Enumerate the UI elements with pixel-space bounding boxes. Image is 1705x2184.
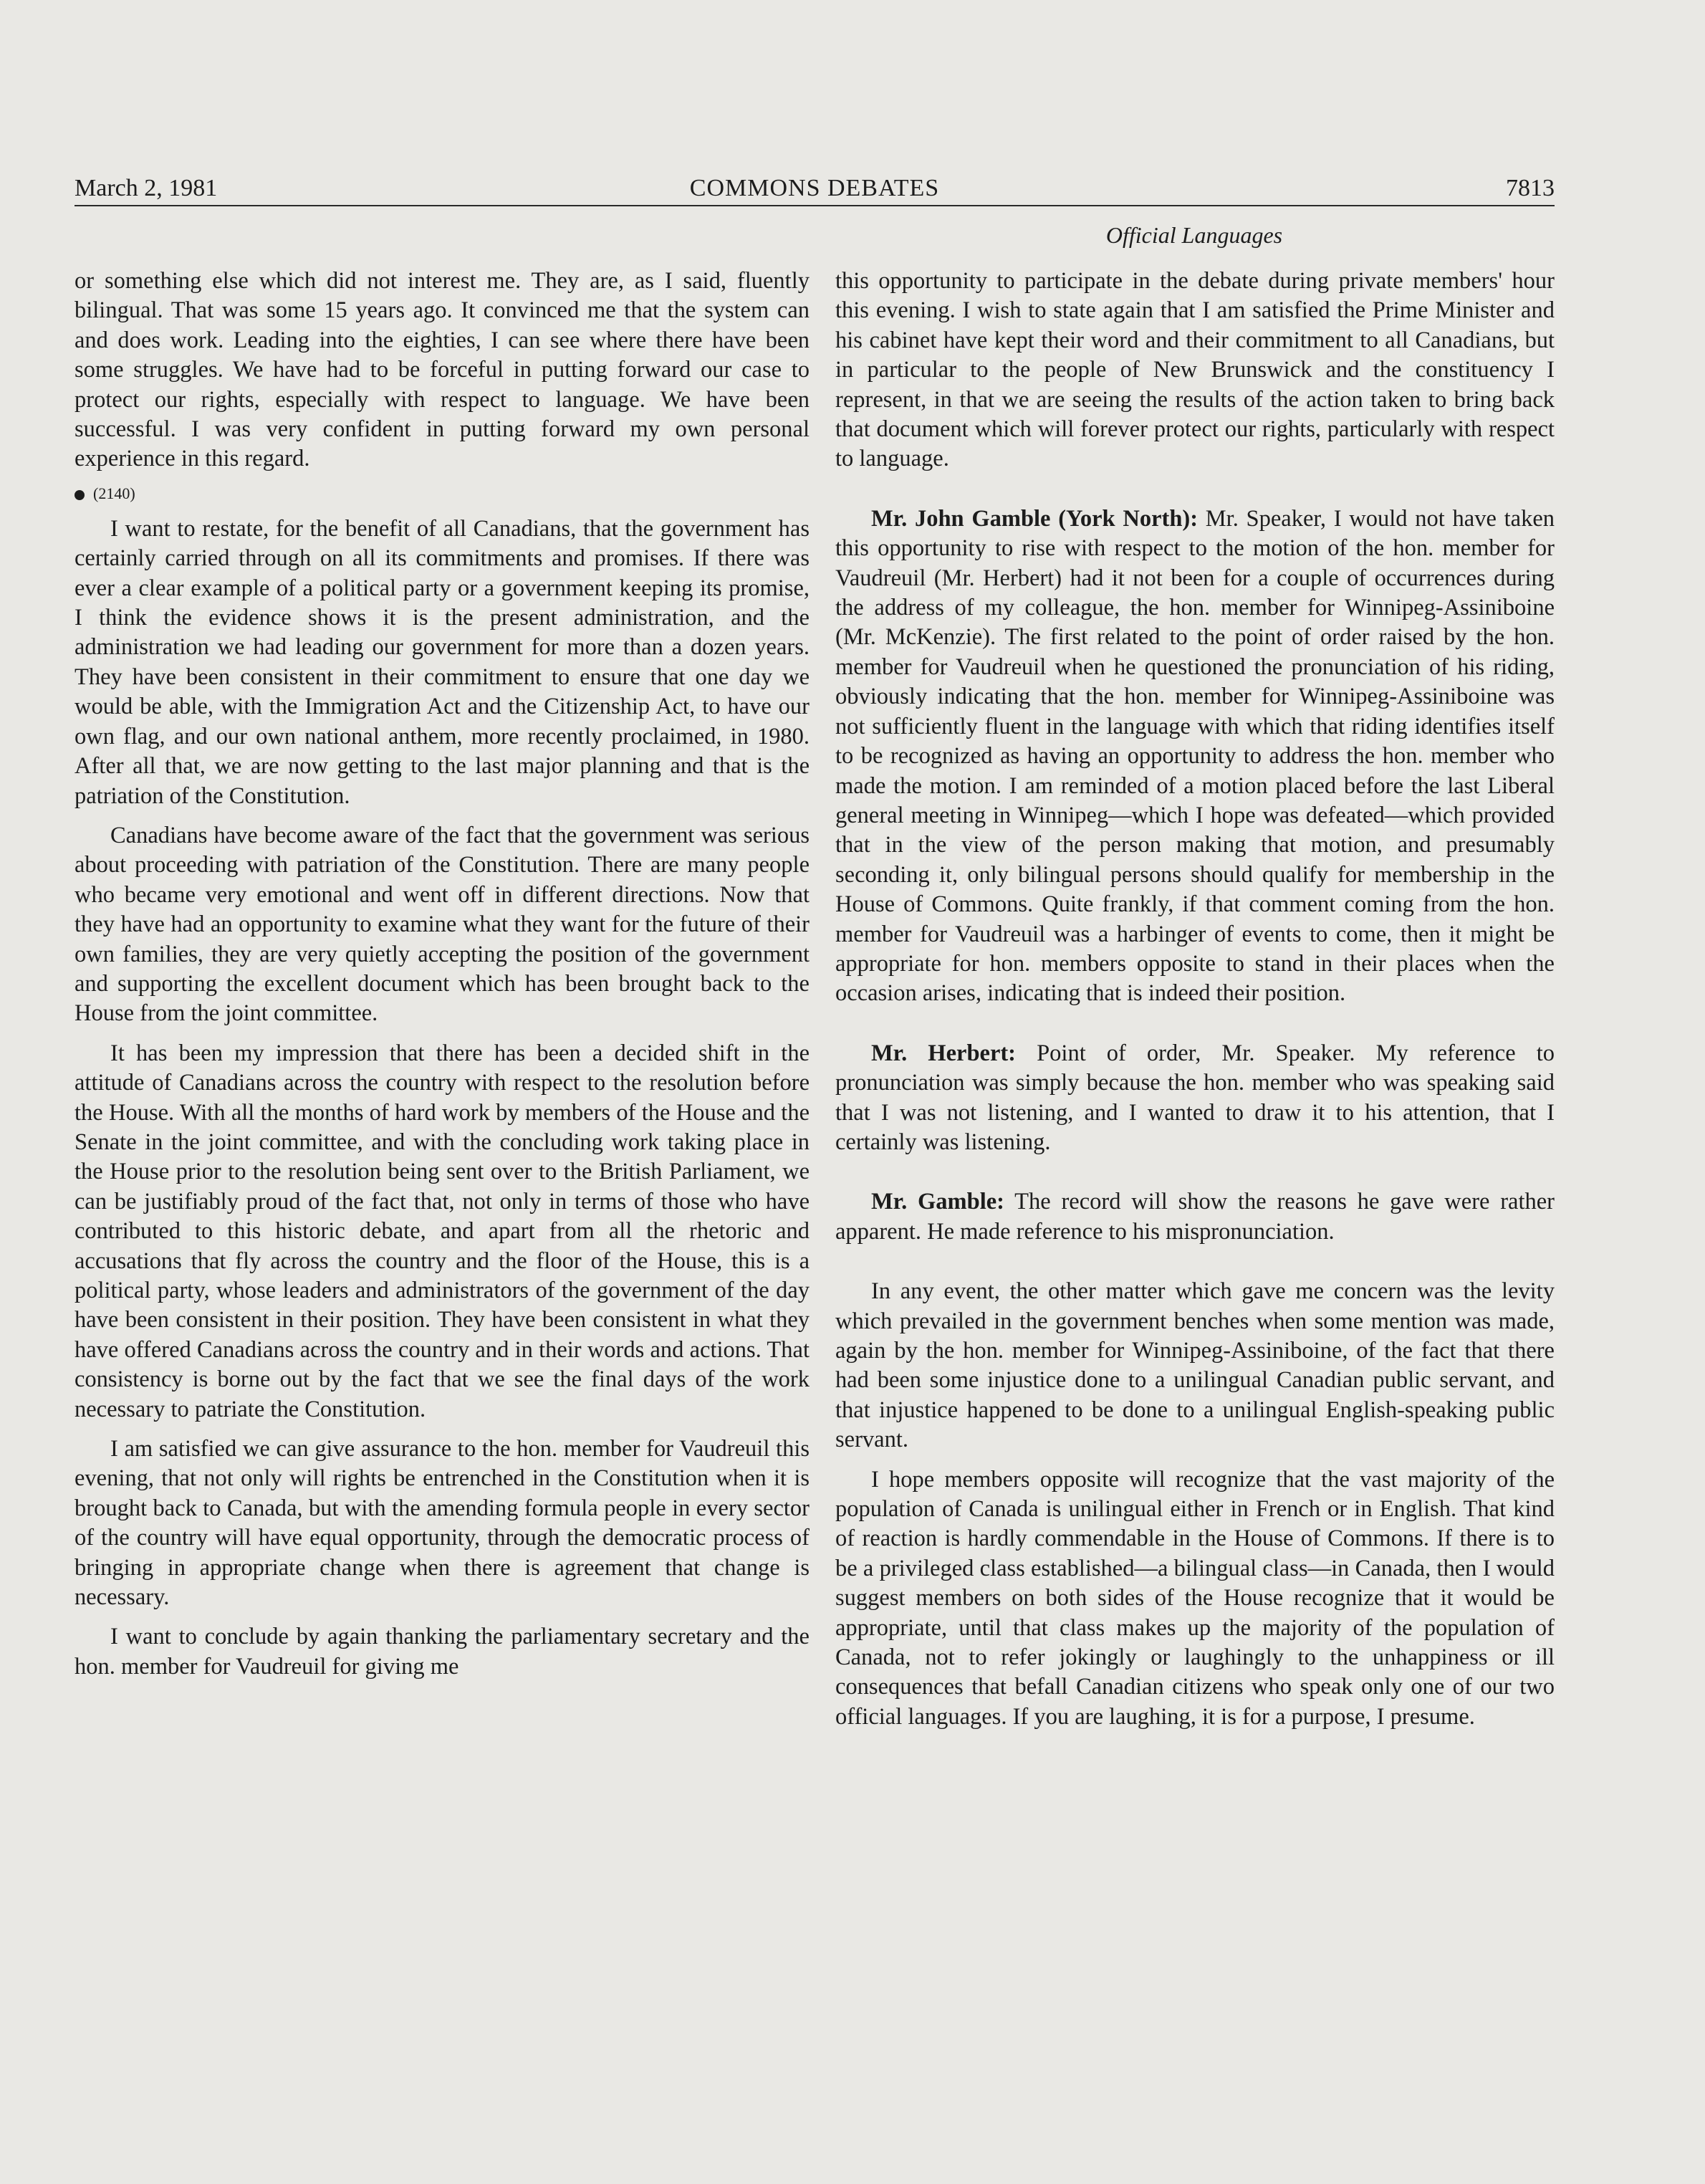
right-column (835, 267, 1555, 1732)
paragraph: Canadians have become aware of the fact that the government was serious about proceeding with patriation of the Constitution. There are many people who became very emotional and went off in different directions. Now that they have had an opportunity to examine what they want for the future of their own families, they are very quietly accepting the position of the government and supporting the excellent document which has been brought back to the House from the joint committee. (75, 822, 810, 1027)
paragraph: I want to restate, for the benefit of all Canadians, that the government has certainly carried through on all its commitments and promises. If there was ever a clear example of a political party or a government keeping its promise, I think the evidence shows it is the present administration, and the administration we had leading our government for more than a dozen years. They have been consistent in their commitment to ensure that one day we would be able, with the Immigration Act and the Citizenship Act, to have our own flag, and our own national anthem, more recently proclaimed, in 1980. After all that, we are now getting to the last major planning and that is the patriation of the Constitution. (75, 515, 810, 809)
paragraph: I want to conclude by again thanking the parliamentary secretary and the hon. member for Vaudreuil for giving me (75, 1624, 810, 1680)
speech-text: Mr. Speaker, I would not have taken this opportunity to rise with respect to the motion of the hon. member for Vaudreuil (Mr. Herbert) had it not been for a couple of occurrences during the address of my colleague, the hon. member for Winnipeg-Assiniboine (Mr. McKenzie). The first related to the point of order raised by the hon. member for Vaudreuil when he questioned the pronunciation of his riding, obviously indicating that the hon. member for Winnipeg-Assiniboine was not sufficiently fluent in the language with which that riding identifies itself to be recognized as having an opportunity to address the hon. member who made the motion. I am reminded of a motion placed before the last Liberal general meeting in Winnipeg—which I hope was defeated—which provided that in the view of the person making that motion, and presumably seconding it, only bilingual persons should qualify for membership in the House of Commons. Quite frankly, if that comment coming from the hon. member for Vaudreuil was a harbinger of events to come, then it might be appropriate for hon. members opposite to stand in their places when the occasion arises, indicating that is indeed their position. (835, 505, 1555, 1007)
speaker-name: Mr. Herbert: (871, 1040, 1017, 1066)
bullet-icon (75, 490, 85, 500)
speaker-name: Mr. John Gamble (York North): (871, 505, 1199, 532)
speaker-name: Mr. Gamble: (871, 1189, 1004, 1215)
speech-paragraph (835, 1187, 1555, 1247)
paragraph: I am satisfied we can give assurance to the hon. member for Vaudreuil this evening, that not only will rights be entrenched in the Constitution when it is brought back to Canada, but with the amending formula people in every sector of the country will have equal opportunity, through the democratic process of bringing in appropriate change when there is agreement that change is necessary. (75, 1436, 810, 1611)
speech-text: The record will show the reasons he gave were rather apparent. He made reference to his mispronunciation. (835, 1189, 1555, 1245)
speech-text: Point of order, Mr. Speaker. My reference to pronunciation was simply because the hon. member who was speaking said that I was not listening, and I wanted to draw it to his attention, that I certainly was listening. (835, 1040, 1555, 1155)
time-marker (75, 483, 810, 504)
paragraph: or something else which did not interest me. They are, as I said, fluently bilingual. That was some 15 years ago. It convinced me that the system can and does work. Leading into the eighties, I can see where there have been some struggles. We have had to be forceful in putting forward our case to protect our rights, especially with respect to language. We have been successful. I was very confident in putting forward my own personal experience in this regard. (75, 268, 810, 472)
speech-paragraph (835, 1039, 1555, 1158)
paragraph: It has been my impression that there has been a decided shift in the attitude of Canadians across the country with respect to the resolution before the House. With all the months of hard work by members of the House and the Senate in the joint committee, and with the concluding work taking place in the House prior to the resolution being sent over to the British Parliament, we can be justifiably proud of the fact that, not only in terms of those who have contributed to this historic debate, and apart from all the rhetoric and accusations that fly across the country and the floor of the House, this is a political party, whose leaders and administrators of the government of the day have been consistent in their position. They have been consistent in what they have offered Canadians across the country and in their words and actions. That consistency is borne out by the fact that we see the final days of the work necessary to patriate the Constitution. (75, 1040, 810, 1422)
header-date: March 2, 1981 (75, 175, 218, 201)
time-marker-label: (2140) (93, 484, 135, 502)
page-header (75, 169, 1555, 206)
page-number: 7813 (1506, 175, 1555, 201)
paragraph: In any event, the other matter which gave me concern was the levity which prevailed in the government benches when some mention was made, again by the hon. member for Winnipeg-Assiniboine, of the fact that there had been some injustice done to a unilingual Canadian public servant, and that injustice happened to be done to a unilingual English-speaking public servant. (835, 1278, 1555, 1453)
paragraph: I hope members opposite will recognize that the vast majority of the population of Canada is unilingual either in French or in English. That kind of reaction is hardly commendable in the House of Commons. If there is to be a privileged class established—a bilingual class—in Canada, then I would suggest members on both sides of the House recognize that it would be appropriate, until that class makes up the majority of the population of Canada, not to refer jokingly or laughingly to the unhappiness or ill consequences that befall Canadian citizens who speak only one of our two official languages. If you are laughing, it is for a purpose, I presume. (835, 1466, 1555, 1730)
speech-paragraph (835, 504, 1555, 1009)
left-column (75, 267, 810, 1682)
header-title: COMMONS DEBATES (689, 175, 940, 201)
paragraph: this opportunity to participate in the debate during private members' hour this evening. I wish to state again that I am satisfied the Prime Minister and his cabinet have kept their word and their commitment to all Canadians, but in particular to the people of New Brunswick and the constituency I represent, in that we are seeing the results of the action taken to bring back that document which will forever protect our rights, particularly with respect to language. (835, 268, 1555, 472)
section-title: Official Languages (1105, 222, 1283, 248)
